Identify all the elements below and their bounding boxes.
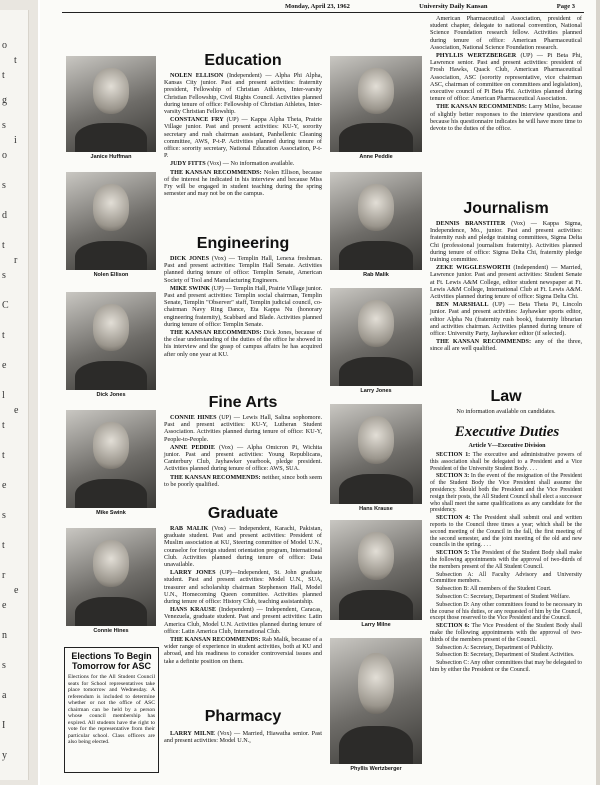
col3-paragraph [430,52,582,102]
adjacent-letter: e [2,360,7,371]
paragraph-text: (Vox) — Templin Hall, Lenexa freshman. Past and present activities: Templin Hall Senate. Activities planned during tenure of office: Templin Senate, American Society of Tool and Manufacturing Engineers. [164,255,322,284]
education-paragraph [164,72,322,115]
adjacent-letter: n [2,630,7,641]
paragraph-text: Subsection A: All Faculty Advisory and University Committee members. [430,571,582,585]
paragraph-text: neither, since both seem to be poorly qualified. [164,473,322,488]
journalism-paragraph [430,264,582,300]
photo-connie-hines [66,528,156,626]
paragraph-lead: THE KANSAN RECOMMENDS: [170,473,261,481]
journalism-paragraph [430,338,582,352]
exec-paragraph [430,550,582,570]
adjacent-letter: s [2,660,6,671]
paragraph-text: (UP)—Independent, St. John graduate student. Past and present activities: Model U.N., SUA, treasurer and scholarship chairman Stephenson Hall, Model U.N., Homecoming Queen committee. Activities planned during tenure of office: History Club, teaching assistantship. [164,569,322,606]
paragraph-lead: SECTION 4: [436,515,471,522]
caption-peddie: Anne Peddie [359,154,393,160]
photo-dick-jones [66,292,156,390]
paragraph-lead: LARRY MILNE [170,730,216,737]
section-engineering: Engineering [196,235,290,252]
adjacent-letter: C [2,300,9,311]
paragraph-text: American Pharmaceutical Association, president of student chapter, delegate to national convention, National Science Foundation research fellow. Activities planned during tenure of office: American Pharmaceutical Association, National Science Foundation research. [430,15,582,51]
executive-article-heading: Article V—Executive Division [468,443,546,449]
caption-larry-jones: Larry Jones [360,388,392,394]
adjacent-letter: s [2,270,6,281]
page-header [285,3,575,10]
header-paper: University Daily Kansan [419,3,488,10]
paragraph-lead: HANS KRAUSE [170,606,216,614]
exec-paragraph [430,623,582,643]
education-paragraph [164,169,322,198]
adjacent-letter: o [2,150,7,161]
adjacent-letter: r [14,255,18,266]
executive-duties-text [430,452,582,675]
paragraph-text: Subsection C: Secretary, Department of Student Welfare. [436,593,571,600]
photo-larry-jones [330,288,422,386]
paragraph-text: (UP) — Kappa Alpha Theta, Prairie Village junior. Past and present activities: KU-Y, sorority secretary and rush chairman assistant, Panhellenic Cleaning committee, AWS, P-t-P. Activities planned during tenure of office: sorority secretary, National Education Association, P-t-P. [164,116,322,160]
caption-hines: Connie Hines [93,628,129,634]
paragraph-text: (Vox) — No information available. [205,160,295,168]
paragraph-text: In the event of the resignation of the President of the Student Body the Vice President shall assume the presidency. Should both the President and the Vice President resign their posts, the All Student Council shall elect a successor who shall meet the same qualifications as any candidate for the presidency. [430,473,582,514]
adjacent-letter: y [2,750,7,761]
paragraph-lead: ZEKE WIGGLESWORTH [436,264,511,272]
education-paragraph [164,160,322,167]
paragraph-text: (Vox) — Kappa Sigma, Independence, Mo., junior. Past and present activities: fraternity rush and pledge training committees, Sigma Delta Chi (professional journalism fraternity). Activities planned during tenure of office: Sigma Delta Chi, fraternity pledge training committee. [430,220,582,264]
journalism-text [430,220,582,354]
paragraph-lead: LARRY JONES [170,569,216,577]
paragraph-text: (UP) — Beta Theta Pi, Lincoln junior. Past and present activities: Jayhawker sports editor, editor Alpha Nu (fraternity rush book), fraternity librarian and activities chairman. Activities planned during tenure of office: University Party, Jayhawker editor (if selected). [430,301,582,338]
section-pharmacy: Pharmacy [204,708,282,725]
adjacent-letter: t [2,70,5,81]
paragraph-text: Nolen Ellison, because of the interest he indicated in his interview and because Miss Fry will be engaged in student teaching during the spring semester and may not be on the campus. [164,168,323,198]
section-education: Education [204,52,282,69]
paragraph-text: The President of the Student Body shall make the following appointments with the approval of two-thirds of the members present of the All Student Council. [430,550,582,570]
adjacent-letter: r [2,570,6,581]
paragraph-lead: SECTION 1: [436,452,471,458]
pharmacy_start-paragraph [164,730,322,744]
engineering-text [164,255,322,359]
adjacent-letter: e [2,600,7,611]
exec-paragraph [430,645,582,652]
paragraph-lead: SECTION 6: [436,623,470,630]
adjacent-letter: e [2,480,7,491]
paragraph-text: Subsection B: Secretary, Department of Student Activities. [436,652,575,659]
paragraph-text: The executive and administrative powers of this association shall be delegated to a President and a Vice President of the University Student Body. . . . [430,452,582,472]
photo-phyllis-wertzberger [330,638,422,764]
graduate-paragraph [164,569,322,605]
paragraph-text: Subsection B: All members of the Student Court. [436,586,552,593]
adjacent-letter: g [2,95,7,106]
education-paragraph [164,116,322,159]
graduate-paragraph [164,525,322,568]
adjacent-letter: s [2,510,6,521]
adjacent-letter: e [14,585,19,596]
paragraph-lead: BEN MARSHALL [436,301,489,309]
paragraph-lead: CONSTANCE FRY [170,116,224,124]
elections-notice-box [64,647,159,773]
paragraph-text: (UP) — Pi Beta Phi, Lawrence senior. Past and present activities: president of Frosh Hawks, Quack Club, American Pharmaceutical Association, ASC (sorority representative, vice chairman ASC, chairman of committee on committees and legislation), executive council of Pi Beta Phi. Activities planned during tenure of office: American Pharmaceutical Association. [430,52,582,103]
exec-paragraph [430,452,582,472]
adjacent-letter: t [2,450,5,461]
box-title: Elections To Begin Tomorrow for ASC [71,651,152,671]
paragraph-text: Dick Jones, because of the clear understanding of the duties of the office he showed in his interview and the grasp of campus affairs he has acquired after only one year at KU. [164,329,322,358]
graduate-text [164,525,322,666]
exec-paragraph [430,572,582,586]
paragraph-lead: SECTION 5: [436,550,470,557]
paragraph-text: Subsection D: Any other committees found to be necessary in the course of his duties, or any requested of him by the Council, except those reserved to the Vice President and the Council. [430,601,582,622]
caption-krause: Hans Krause [359,506,393,512]
paragraph-text: The Vice President of the Student Body shall make the following appointments with the approval of two-thirds of the members present of the Council. [430,623,582,643]
section-executive-duties: Executive Duties [454,424,560,440]
paragraph-lead: THE KANSAN RECOMMENDS: [436,338,532,346]
adjacent-letter: a [2,690,7,701]
caption-milne: Larry Milne [361,622,391,628]
exec-paragraph [430,586,582,593]
caption-huffman: Janice Huffman [90,154,132,160]
paragraph-text: (Independent) — Married, Lawrence junior. Past and present activities: Student Senate at Ft. Lewis A&M College, editor student newspaper at Ft. Lewis A&M College, International Club at Ft. Lewis A&M. Activities planned during tenure of office: Sigma Delta Chi. [430,264,582,301]
paragraph-text: (Vox) — Married, Hiawatha senior. Past and present activities: Model U.N., [164,730,322,745]
header-page: Page 3 [556,3,575,10]
paragraph-lead: MIKE SWINK [170,284,211,292]
adjacent-page-strip [0,0,38,785]
photo-nolen-ellison [66,172,156,270]
caption-ellison: Nolen Ellison [93,272,129,278]
engineering-paragraph [164,329,322,358]
adjacent-letter: i [14,135,17,146]
paragraph-lead: THE KANSAN RECOMMENDS: [170,329,262,337]
paragraph-lead: JUDY FITTS [170,160,206,168]
section-fine-arts: Fine Arts [208,394,278,411]
adjacent-letter: t [2,330,5,341]
paragraph-text: Subsection A: Secretary, Department of Publicity. [436,644,554,651]
journalism-paragraph [430,220,582,263]
photo-anne-peddie [330,56,422,152]
engineering-paragraph [164,285,322,328]
graduate-paragraph [164,636,322,665]
fine_arts-paragraph [164,474,322,488]
law-text: No information available on candidates. [456,408,556,415]
caption-dick-jones: Dick Jones [96,392,126,398]
paragraph-text: any of the three, since all are well qualified. [430,338,582,353]
header-date: Monday, April 23, 1962 [285,3,350,10]
paragraph-lead: THE KANSAN RECOMMENDS: [436,103,527,111]
paragraph-text: Rab Malik, because of a wider range of experience in student activities, both at KU and abroad, and his readiness to consider controversial issues and take a definite position on them. [164,636,322,665]
exec-paragraph [430,660,582,674]
photo-larry-milne [330,520,422,620]
fine-arts-text [164,414,322,489]
section-journalism: Journalism [463,200,549,217]
col3-paragraph [430,103,582,132]
caption-swink: Mike Swink [96,510,126,516]
caption-wertzberger: Phyllis Wertzberger [350,766,402,772]
paragraph-text: (UP) — Lewis Hall, Salina sophomore. Past and present activities: KU-Y, Lutheran Student Association. Activities planned during tenure of office: KU-Y, People-to-People. [164,414,322,443]
photo-janice-huffman [66,56,156,152]
exec-paragraph [430,602,582,622]
caption-malik: Rab Malik [363,272,389,278]
paragraph-lead: ANNE PEDDIE [170,443,215,451]
exec-paragraph [430,473,582,514]
page-edge [596,0,600,785]
paragraph-lead: THE KANSAN RECOMMENDS: [170,168,262,176]
col3-paragraph [430,15,582,51]
box-text: Elections for the All Student Council seats for School representatives take place tomorrow and Wednesday. A referendum is included to determine whether or not the office of ASC chairman can be held by a person whose council membership has expired. All students have the right to vote for the representative from their particular school. Class officers are also being elected. [68,674,155,745]
exec-paragraph [430,652,582,659]
education-text [164,72,322,198]
photo-hans-krause [330,404,422,504]
photo-mike-swink [66,410,156,508]
fine_arts-paragraph [164,444,322,473]
paragraph-text: (Vox) — Independent, Karachi, Pakistan, graduate student. Past and present activities: President of Muslim association at KU, Steering committee of Model U.N., counselor for foreign student orientation program, International Club. Activities planned during tenure of office: Data unavailable. [164,525,322,569]
adjacent-letter: s [2,180,6,191]
paragraph-text: (Independent) — Independent, Caracas, Venezuela, graduate student. Past and present activities: Latin America Club, Model U.N. Activities planned during tenure of office: Latin America Club, International Club. [164,606,322,635]
paragraph-lead: PHYLLIS WERTZBERGER [436,52,517,60]
adjacent-letter: t [2,420,5,431]
adjacent-letter: e [14,405,19,416]
section-law: Law [490,388,522,405]
adjacent-letter: s [2,120,6,131]
paragraph-text: The President shall submit oral and written reports to the Council three times a year; which shall be the second meeting of the Council in the fall, the first meeting of the second semester, and the joint meeting of the old and new councils in the spring. . . . [430,515,582,549]
photo-rab-malik [330,172,422,270]
exec-paragraph [430,515,582,549]
adjacent-letter: t [2,240,5,251]
adjacent-letter: d [2,210,7,221]
pharmacy-continued-text [430,15,582,133]
journalism-paragraph [430,301,582,337]
pharmacy-text [164,730,322,745]
paragraph-lead: SECTION 3: [436,473,470,480]
adjacent-letter: t [2,540,5,551]
paragraph-lead: CONNIE HINES [170,414,217,421]
header-rule [62,12,584,13]
fine_arts-paragraph [164,414,322,443]
paragraph-text: (Independent) — Alpha Phi Alpha, Kansas City junior. Past and present activities: fraternity president, Fellowship of Christian Athletes, Inter-varsity Christian Fellowship, Civil Rights Council. Activities planned during tenure of office: Fellowship of Christian Athletes, Inter-varsity Christian Fellowship. [164,72,323,116]
graduate-paragraph [164,606,322,635]
paragraph-text: (UP) — Templin Hall, Prairie Village junior. Past and present activities: Templin social chairman, Templin Senate, Templin "Observer" staff, Templin judicial council, co-chairman Navy Ring Dance, Eta Kappa Nu (honorary engineering fraternity), Scabbard and Blade. Activities planned during tenure of office: Templin Senate. [164,284,322,328]
engineering-paragraph [164,255,322,284]
paragraph-lead: RAB MALIK [170,525,209,532]
paragraph-lead: DENNIS BRANSTITER [436,220,506,227]
adjacent-letter: l [2,390,5,401]
exec-paragraph [430,594,582,601]
paragraph-lead: THE KANSAN RECOMMENDS: [170,636,261,644]
adjacent-letter: o [2,40,7,51]
paragraph-text: Subsection C: Any other committees that may be delegated to him by either the President or the Council. [430,660,582,673]
adjacent-letter: I [2,720,6,731]
paragraph-text: (Vox) — Alpha Omicron Pi, Wichita junior. Past and present activities: Young Republicans, Canterbury Club, Jayhawker yearbook, pledge president. Activities planned during tenure of office: AWS, SUA. [164,443,322,473]
paragraph-lead: DICK JONES [170,255,210,262]
adjacent-letter: t [14,55,17,66]
paragraph-lead: NOLEN ELLISON [170,72,224,79]
section-graduate: Graduate [207,505,279,522]
paragraph-text: Larry Milne, because of slightly better responses to the interview questions and because his questionnaire indicates he will have more time to devote to the duties of the office. [430,103,582,133]
